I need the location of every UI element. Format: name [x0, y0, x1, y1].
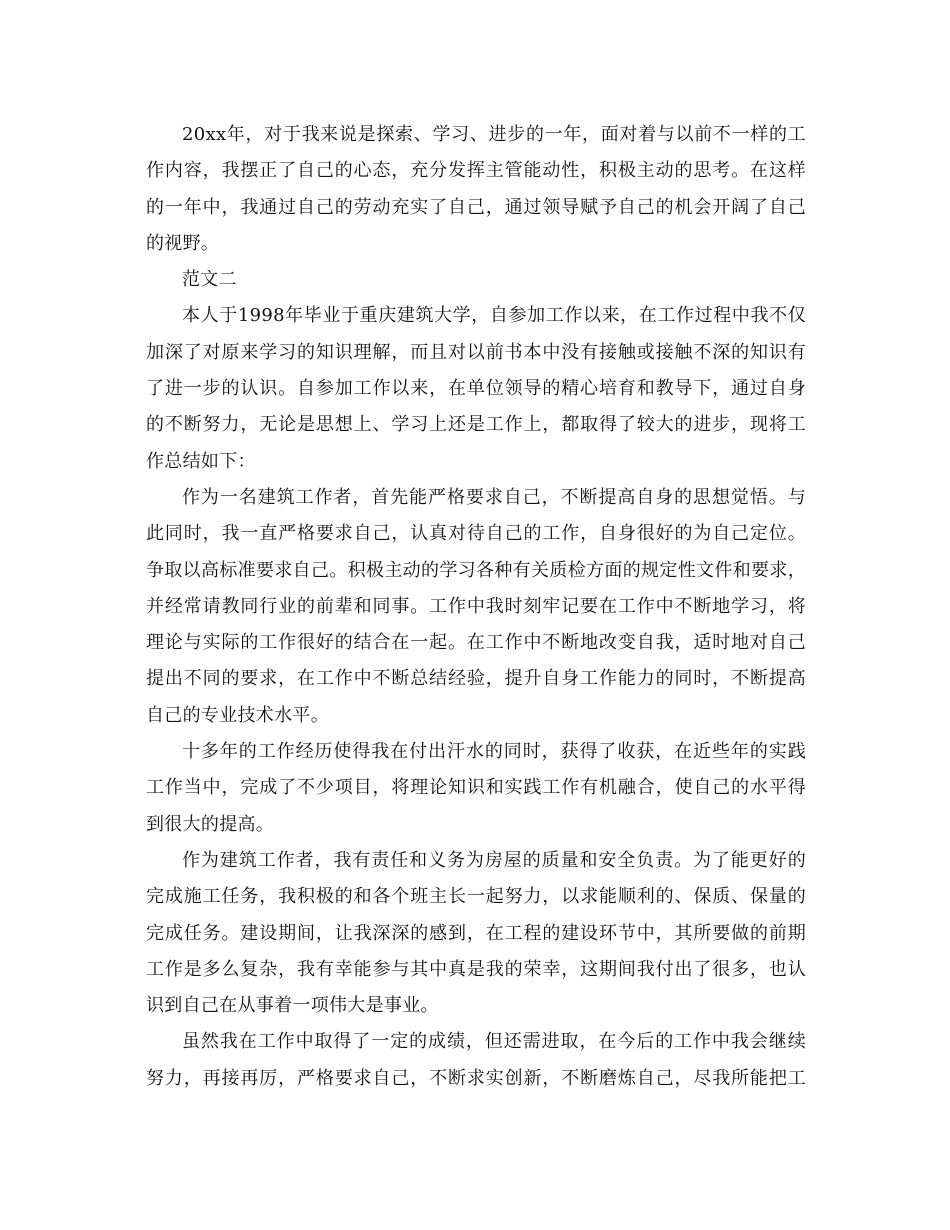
text-line: 完成施工任务，我积极的和各个班主长一起努力，以求能顺利的、保质、保量的: [146, 886, 806, 908]
text-line: 十多年的工作经历使得我在付出汗水的同时，获得了收获，在近些年的实践: [182, 741, 806, 763]
text-line: 作为一名建筑工作者，首先能严格要求自己，不断提高自身的思想觉悟。与: [182, 486, 806, 508]
text-line: 范文二: [182, 269, 237, 291]
document-body: [146, 117, 806, 1097]
text-line: 的视野。: [146, 232, 220, 254]
text-line: 虽然我在工作中取得了一定的成绩，但还需进取，在今后的工作中我会继续: [182, 1031, 806, 1053]
text-line: 并经常请教同行业的前辈和同事。工作中我时刻牢记要在工作中不断地学习，将: [146, 595, 806, 617]
text-line: 作总结如下：: [146, 450, 256, 472]
text-line: 的不断努力，无论是思想上、学习上还是工作上，都取得了较大的进步，现将工: [146, 414, 806, 436]
text-line: 本人于1998年毕业于重庆建筑大学，自参加工作以来，在工作过程中我不仅: [182, 305, 806, 327]
text-line: 识到自己在从事着一项伟大是事业。: [146, 995, 439, 1017]
text-line: 自己的专业技术水平。: [146, 704, 329, 726]
text-line: 的一年中，我通过自己的劳动充实了自己，通过领导赋予自己的机会开阔了自己: [146, 196, 806, 218]
text-line: 作为建筑工作者，我有责任和义务为房屋的质量和安全负责。为了能更好的: [182, 849, 806, 871]
text-line: 工作是多么复杂，我有幸能参与其中真是我的荣幸，这期间我付出了很多，也认: [146, 958, 806, 980]
text-line: 到很大的提高。: [146, 813, 275, 835]
text-line: 争取以高标准要求自己。积极主动的学习各种有关质检方面的规定性文件和要求，: [146, 559, 806, 581]
text-line: 努力，再接再厉，严格要求自己，不断求实创新，不断磨炼自己，尽我所能把工: [146, 1067, 806, 1089]
text-line: 加深了对原来学习的知识理解，而且对以前书本中没有接触或接触不深的知识有: [146, 341, 806, 363]
text-line: 20xx年，对于我来说是探索、学习、进步的一年，面对着与以前不一样的工: [182, 124, 806, 145]
text-line: 理论与实际的工作很好的结合在一起。在工作中不断地改变自我，适时地对自己: [146, 632, 806, 654]
text-line: 完成任务。建设期间，让我深深的感到，在工程的建设环节中，其所要做的前期: [146, 922, 806, 944]
text-line: 此同时，我一直严格要求自己，认真对待自己的工作，自身很好的为自己定位。: [146, 523, 806, 545]
text-line: 提出不同的要求，在工作中不断总结经验，提升自身工作能力的同时，不断提高: [146, 668, 806, 690]
text-line: 作内容，我摆正了自己的心态，充分发挥主管能动性，积极主动的思考。在这样: [146, 160, 806, 182]
text-line: 工作当中，完成了不少项目，将理论知识和实践工作有机融合，使自己的水平得: [146, 777, 806, 799]
text-line: 了进一步的认识。自参加工作以来，在单位领导的精心培育和教导下，通过自身: [146, 378, 806, 400]
